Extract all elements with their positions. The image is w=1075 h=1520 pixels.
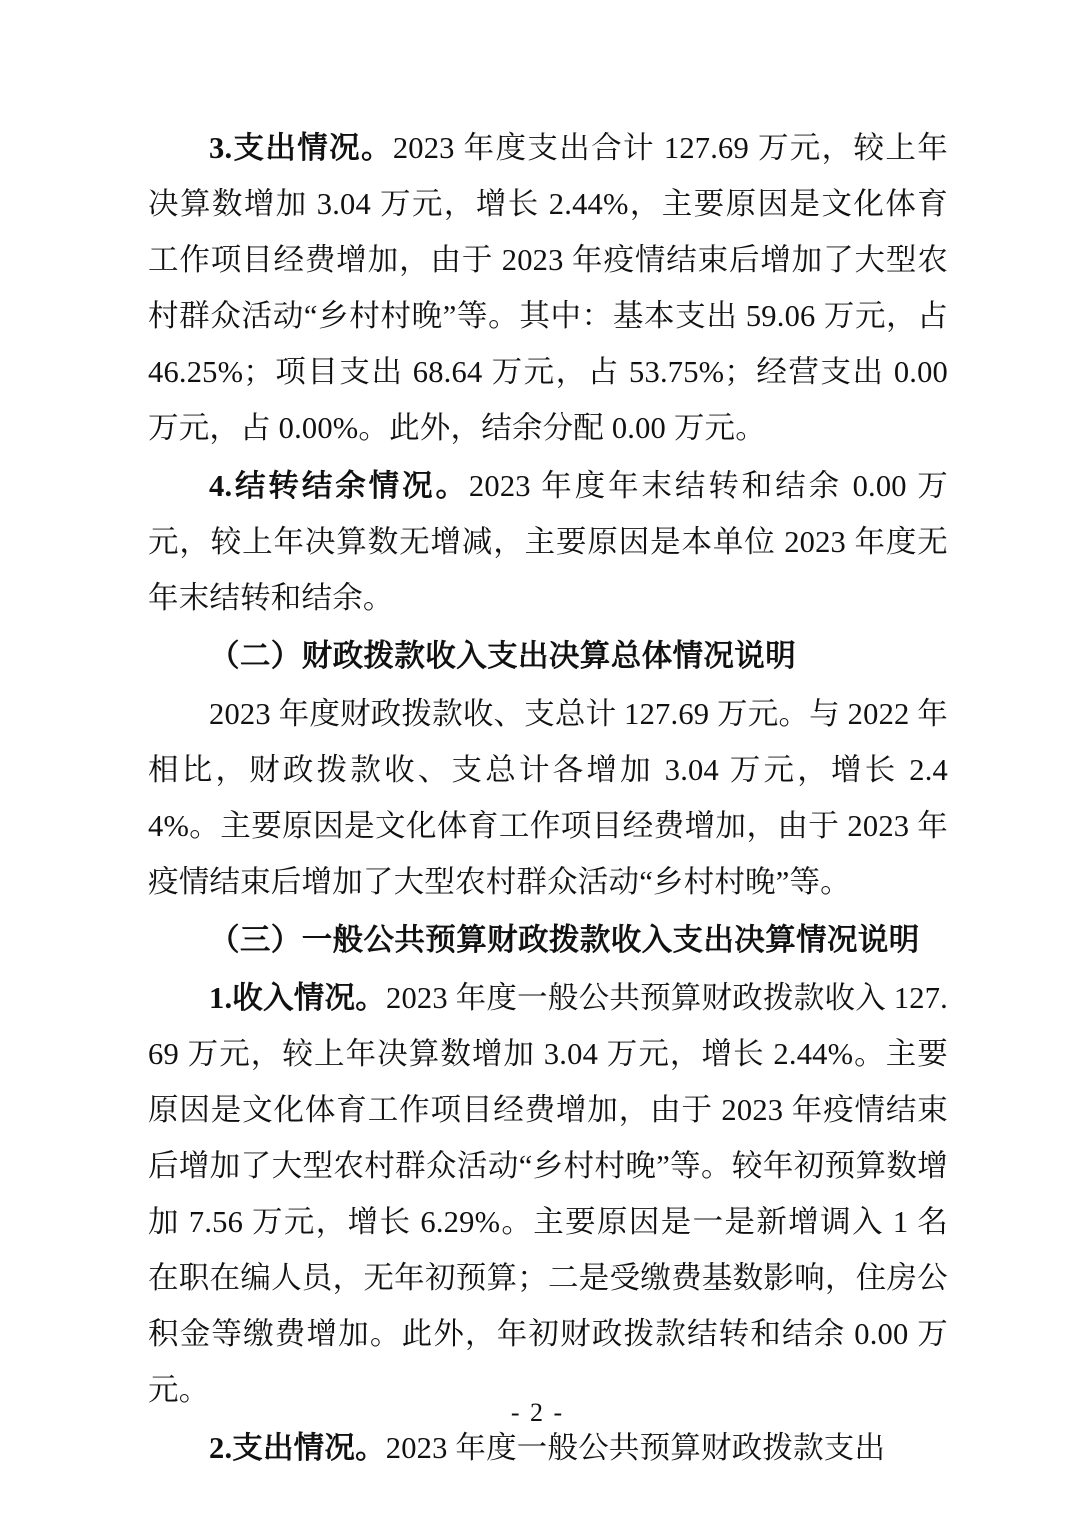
paragraph-lead: 2.支出情况。 — [209, 1431, 386, 1465]
paragraph-text: 2023 年度一般公共预算财政拨款支出 — [385, 1431, 886, 1465]
document-body — [148, 120, 948, 1476]
page-number: - 2 - — [510, 1398, 565, 1427]
paragraph-text: 2023 年度年末结转和结余 0.00 万元，较上年决算数无增减，主要原因是本单位 2023 年度无年末结转和结余。 — [148, 469, 948, 615]
paragraph-expenditure-continued — [148, 1420, 948, 1476]
paragraph-text: 2023 年度一般公共预算财政拨款收入 127.69 万元，较上年决算数增加 3.04 万元，增长 2.44%。主要原因是文化体育工作项目经费增加，由于 2023 年疫情结束后增加了大型农村群众活动“乡村村晚”等。较年初预算数增加 7.56 万元，增长 6.29%。主要原因是一是新增调入 1 名在职在编人员，无年初预算；二是受缴费基数影响，住房公积金等缴费增加。此外，年初财政拨款结转和结余 0.00 万元。 — [148, 981, 948, 1407]
paragraph-section-two-body: 2023 年度财政拨款收、支总计 127.69 万元。与 2022 年相比，财政拨款收、支总计各增加 3.04 万元，增长 2.44%。主要原因是文化体育工作项目经费增加，由于 2023 年疫情结束后增加了大型农村群众活动“乡村村晚”等。 — [148, 697, 948, 899]
paragraph-lead: 3.支出情况。 — [209, 131, 393, 165]
paragraph-expenditure — [148, 120, 948, 456]
heading-section-three: （三）一般公共预算财政拨款收入支出决算情况说明 — [209, 923, 920, 957]
paragraph-lead: 4.结转结余情况。 — [209, 469, 469, 503]
paragraph-text: 2023 年度支出合计 127.69 万元，较上年决算数增加 3.04 万元，增长 2.44%，主要原因是文化体育工作项目经费增加，由于 2023 年疫情结束后增加了大型农村群众活动“乡村村晚”等。其中：基本支出 59.06 万元，占 46.25%；项目支出 68.64 万元，占 53.75%；经营支出 0.00 万元，占 0.00%。此外，结余分配 0.00 万元。 — [148, 131, 949, 445]
paragraph-carryover — [148, 458, 948, 626]
paragraph-income — [148, 970, 948, 1418]
paragraph-lead: 1.收入情况。 — [209, 981, 386, 1015]
heading-section-two: （二）财政拨款收入支出决算总体情况说明 — [209, 639, 797, 673]
